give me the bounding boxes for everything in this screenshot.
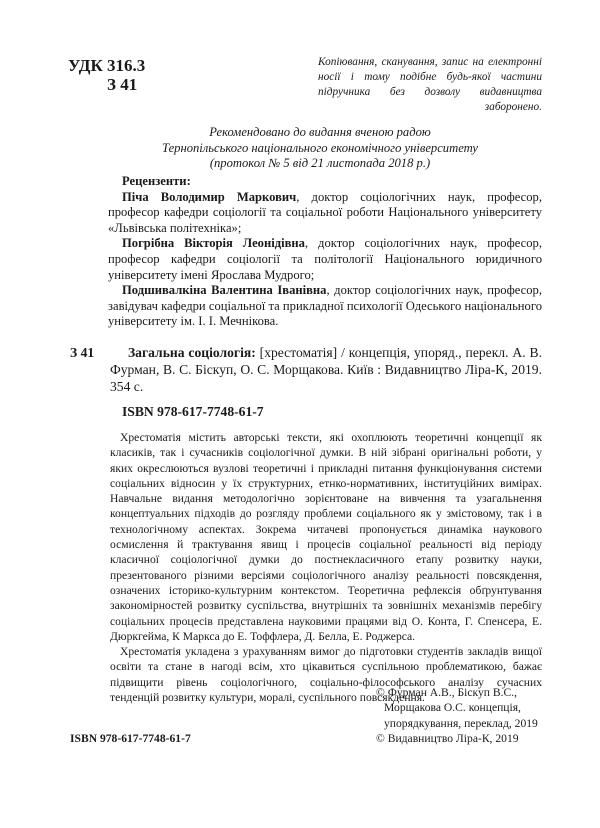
annotation-block	[110, 430, 542, 705]
reviewer-item	[108, 236, 542, 283]
recommendation-line-2: Тернопільського національного економічного університету	[162, 140, 478, 155]
book-description: [хрестоматія] / концепція, упоряд., перекл. А. В. Фурман, В. С. Біскуп, О. С. Морщакова. Київ : Видавництво Ліра-К, 2019. 354 с.	[110, 345, 543, 394]
recommendation-line-1: Рекомендовано до видання вченою радою	[209, 125, 431, 139]
reviewer-details: , доктор соціологічних наук, професор, завідувач кафедри соціальної та прикладної психології Одеського національного університету ім. І. І. Мечнікова.	[108, 283, 542, 329]
bibliography-code: З 41	[70, 345, 95, 360]
annotation-paragraph: Хрестоматія містить авторські тексти, які охоплюють теоретичні концепції як класиків, так і сучасників соціологічної думки. В ній зібрані оригінальні роботи, у яких окреслюються вузлові теоретичні і прикладні питання функціонування системи соціальних відносин у їх структурних, етнко-нормативних, інституційних вимірах. Навчальне видання методологічно зорієнтоване на вивчення та узагальнення концептуальних підходів до розгляду проблеми соціального як у змістовому, так і в технологічному аспектах. Зокрема читачеві пропонується динаміка наукового осмислення й трактування явищ і процесів соціальної реальності від періоду класичної соціологічної думки до постнекласичного етапу розвитку науки, презентованого різними версіями соціологічного аналізу реальності повсякдення, означених історико-культурним контекстом. Теоретична рефлексія обґрунтування закономірностей розвитку суспільства, внутрішніх та зовнішніх механізмів перебігу соціальних процесів представлена науковими працями від О. Конта, Г. Спенсера, Е. Дюркгейма, К Маркса до Е. Тоффлера, Д. Белла, Е. Роджерса.	[110, 431, 542, 643]
recommendation-line-3: (протокол № 5 від 21 листопада 2018 р.)	[209, 156, 431, 170]
reviewer-name: Подшивалкіна Валентина Іванівна	[122, 283, 327, 298]
copyright-authors-2: Морщакова О.С. концепція,	[384, 701, 521, 715]
copy-notice: Копіювання, сканування, запис на електронні носії і тому подібне будь-якої частини підручника без дозволу видавництва заборонено.	[318, 56, 542, 113]
reviewer-details: , доктор соціологічних наук, професор, професор кафедри соціології та соціальної роботи Національного університету «Львівська політехніка»;	[108, 189, 542, 235]
annotation-paragraph: Хрестоматія укладена з урахуванням вимог до підготовки студентів закладів вищої освіти та стане в нагоді всім, хто цікавиться суспільною проблематикою, бажає підвищити рівень соціологічного, соціально-філософського аналізу сучасних тенденцій розвитку культури, моралі, суспільного повсякдення.	[110, 645, 542, 705]
footer-isbn: ISBN 978-617-7748-61-7	[70, 732, 191, 745]
reviewer-item	[108, 283, 542, 330]
author-sign: З 41	[107, 75, 138, 94]
reviewer-name: Піча Володимир Маркович	[122, 189, 297, 204]
book-title: Загальна соціологія:	[128, 345, 256, 360]
copyright-block	[376, 685, 538, 746]
reviewer-details: , доктор соціологічних наук, професор, професор кафедри соціології та політології Національного юридичного університету імені Ярослава Мудрого;	[108, 236, 542, 282]
copyright-authors-1: © Фурман А.В., Біскуп В.С.,	[376, 686, 518, 699]
reviewer-name: Погрібна Вікторія Леонідівна	[122, 236, 305, 251]
copyright-publisher: © Видавництво Ліра-К, 2019	[376, 731, 519, 745]
isbn: ISBN 978-617-7748-61-7	[122, 404, 264, 419]
udk-block	[68, 56, 145, 94]
reviewers-block	[108, 174, 542, 330]
udk-label: УДК 316.3	[68, 56, 146, 75]
copyright-authors-3: упорядкування, переклад, 2019	[384, 716, 538, 730]
recommendation-block	[90, 125, 550, 172]
reviewers-heading: Рецензенти:	[122, 174, 191, 188]
reviewer-item	[108, 190, 542, 237]
bibliography-entry	[110, 344, 542, 395]
